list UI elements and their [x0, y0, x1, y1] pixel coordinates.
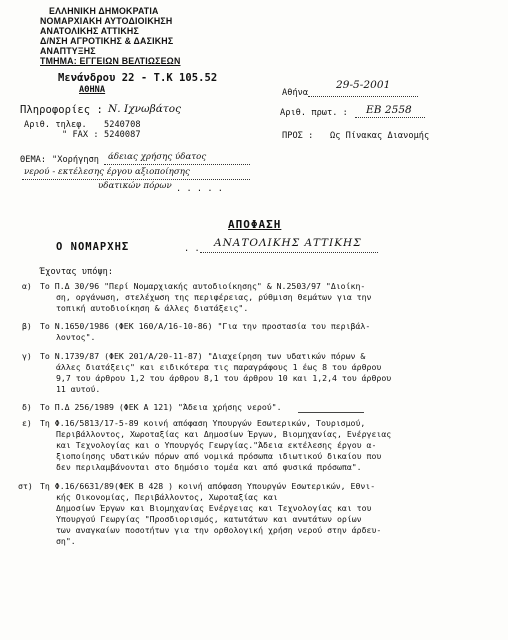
subject-dotted-1 — [104, 164, 250, 165]
address-line: Μενάνδρου 22 - Τ.Κ 105.52 — [58, 72, 218, 84]
header-line-directorate: Δ/ΝΣΗ ΑΓΡΟΤΙΚΗΣ & ΔΑΣΙΚΗΣ — [40, 36, 174, 46]
item-c-line-4: 11 αυτού. — [56, 384, 101, 394]
item-f-mark: στ) — [18, 481, 33, 491]
subject-trailing-dots: . . . . . — [176, 184, 224, 194]
info-label: Πληροφορίες : — [20, 104, 103, 116]
item-c-line-3: 9,7 του άρθρου 1,2 του άρθρου 8,1 του άρθρου 10 και 1,2,4 του άρθρου — [56, 373, 392, 383]
item-d-line-1: Το Π.Δ 256/1989 (ΦΕΚ Α 121) "Άδεια χρήσης νερού". — [40, 402, 282, 412]
info-value: Ν. Ιχνωβάτος — [108, 103, 182, 115]
item-a-line-1: Το Π.Δ 30/96 "Περί Νομαρχιακής αυτοδιοίκησης" & Ν.2503/97 "Διοίκη- — [40, 281, 366, 291]
phone-label: Αριθ. τηλεφ. — [24, 120, 87, 130]
fax-value: 5240087 — [104, 130, 141, 140]
item-c-line-1: Το Ν.1739/87 (ΦΕΚ 201/Α/20-11-87) "Διαχείρηση των υδατικών πόρων & — [40, 351, 366, 361]
date-label: Αθήνα — [282, 88, 309, 98]
fax-label: " FAX : — [62, 130, 99, 140]
protocol-value: ΕΒ 2558 — [366, 104, 412, 116]
item-a-line-2: ση, οργάνωση, στελέχωση της περιφέρειας, ρύθμιση θεμάτων για την — [56, 292, 372, 302]
decision-subtitle-handwritten: ΑΝΑΤΟΛΙΚΗΣ ΑΤΤΙΚΗΣ — [214, 237, 362, 249]
decision-title: ΑΠΟΦΑΣΗ — [228, 218, 282, 231]
phone-value: 5240708 — [104, 120, 141, 130]
item-b-line-2: λοντος". — [56, 332, 96, 342]
item-e-line-5: δεν περιλαμβάνονται στο δημόσιο τομέα και από φυσικά πρόσωπα". — [56, 462, 362, 472]
item-f-line-4: Υπουργού Γεωργίας "Προσδιορισμός, κατωτάτων και ανωτάτων ορίων — [56, 514, 362, 524]
item-e-line-1: Τη Φ.16/5813/17-5-89 κοινή απόφαση Υπουργών Εσωτερικών, Τουρισμού, — [40, 418, 366, 428]
address-city: ΑΘΗΝΑ — [79, 85, 106, 95]
header-line-east-attica: ΑΝΑΤΟΛΙΚΗΣ ΑΤΤΙΚΗΣ — [40, 26, 139, 36]
item-b-mark: β) — [22, 321, 32, 331]
header-line-republic: ΕΛΛΗΝΙΚΗ ΔΗΜΟΚΡΑΤΙΑ — [49, 6, 159, 16]
item-f-line-3: Δημοσίων Έργων και Βιομηχανίας Ενέργειας και Τεχνολογίας και του — [56, 503, 372, 513]
decision-subtitle: Ο ΝΟΜΑΡΧΗΣ — [56, 241, 130, 253]
subject-handwritten-3: υδατικών πόρων — [98, 181, 172, 191]
item-c-line-2: άλλες διατάξεις" και ειδικότερα τις παραγράφους 1 έως 8 του άρθρου — [56, 362, 382, 372]
subject-handwritten-1: άδειας χρήσης ύδατος — [108, 152, 207, 162]
item-f-line-5: των αναγκαίων ποσοτήτων για την ορθολογική χρήση νερού στην άρδευ- — [56, 525, 382, 535]
item-c-mark: γ) — [22, 351, 32, 361]
subject-dotted-2 — [22, 179, 250, 180]
decision-subtitle-dotted — [200, 252, 378, 253]
decision-subtitle-dots: . . — [184, 244, 200, 254]
header-line-prefecture: ΝΟΜΑΡΧΙΑΚΗ ΑΥΤΟΔΙΟΙΚΗΣΗ — [40, 16, 173, 26]
to-value: Ως Πίνακας Διανομής — [330, 131, 430, 141]
item-a-line-3: τοπική αυτοδιοίκηση & άλλες διατάξεις". — [56, 303, 249, 313]
item-f-line-1: Τη Φ.16/6631/89(ΦΕΚ Β 428 ) κοινή απόφαση Υπουργών Εσωτερικών, Εθνι- — [40, 481, 376, 491]
item-d-mark: δ) — [22, 402, 32, 412]
item-e-line-2: Περιβάλλοντος, Χωροταξίας και Δημοσίων Έργων, Βιομηχανίας, Ενέργειας — [56, 429, 392, 439]
subject-label: ΘΕΜΑ: — [20, 155, 47, 165]
protocol-dotted-line — [355, 117, 425, 118]
item-f-line-6: ση". — [56, 536, 76, 546]
protocol-label: Αριθ. πρωτ. : — [280, 108, 348, 118]
intro-text: Έχοντας υπόψη: — [40, 267, 114, 277]
item-e-line-3: και Τεχνολογίας και ο Υπουργός Γεωργίας."Άδεια εκτέλεσης έργου α- — [56, 440, 377, 450]
header-line-department: ΤΜΗΜΑ: ΕΓΓΕΙΩΝ ΒΕΛΤΙΩΣΕΩΝ — [40, 56, 181, 66]
item-f-line-2: κής Οικονομίας, Περιβάλλοντος, Χωροταξίας και — [56, 492, 278, 502]
date-value: 29-5-2001 — [336, 79, 391, 91]
item-d-underline — [298, 412, 364, 413]
item-e-line-4: ξιοποίησης υδατικών πόρων από νομικά πρόσωπα ιδιωτικού δικαίου που — [56, 451, 382, 461]
to-label: ΠΡΟΣ : — [282, 131, 314, 141]
date-dotted-line — [308, 96, 418, 97]
subject-handwritten-2: νερού - εκτέλεσης έργου αξιοποίησης — [24, 167, 190, 177]
item-a-mark: α) — [22, 281, 32, 291]
item-e-mark: ε) — [22, 418, 32, 428]
header-line-development: ΑΝΑΠΤΥΞΗΣ — [40, 46, 96, 56]
subject-printed: "Χορήγηση — [52, 155, 100, 165]
item-b-line-1: Το Ν.1650/1986 (ΦΕΚ 160/Α/16-10-86) "Για την προστασία του περιβάλ- — [40, 321, 371, 331]
